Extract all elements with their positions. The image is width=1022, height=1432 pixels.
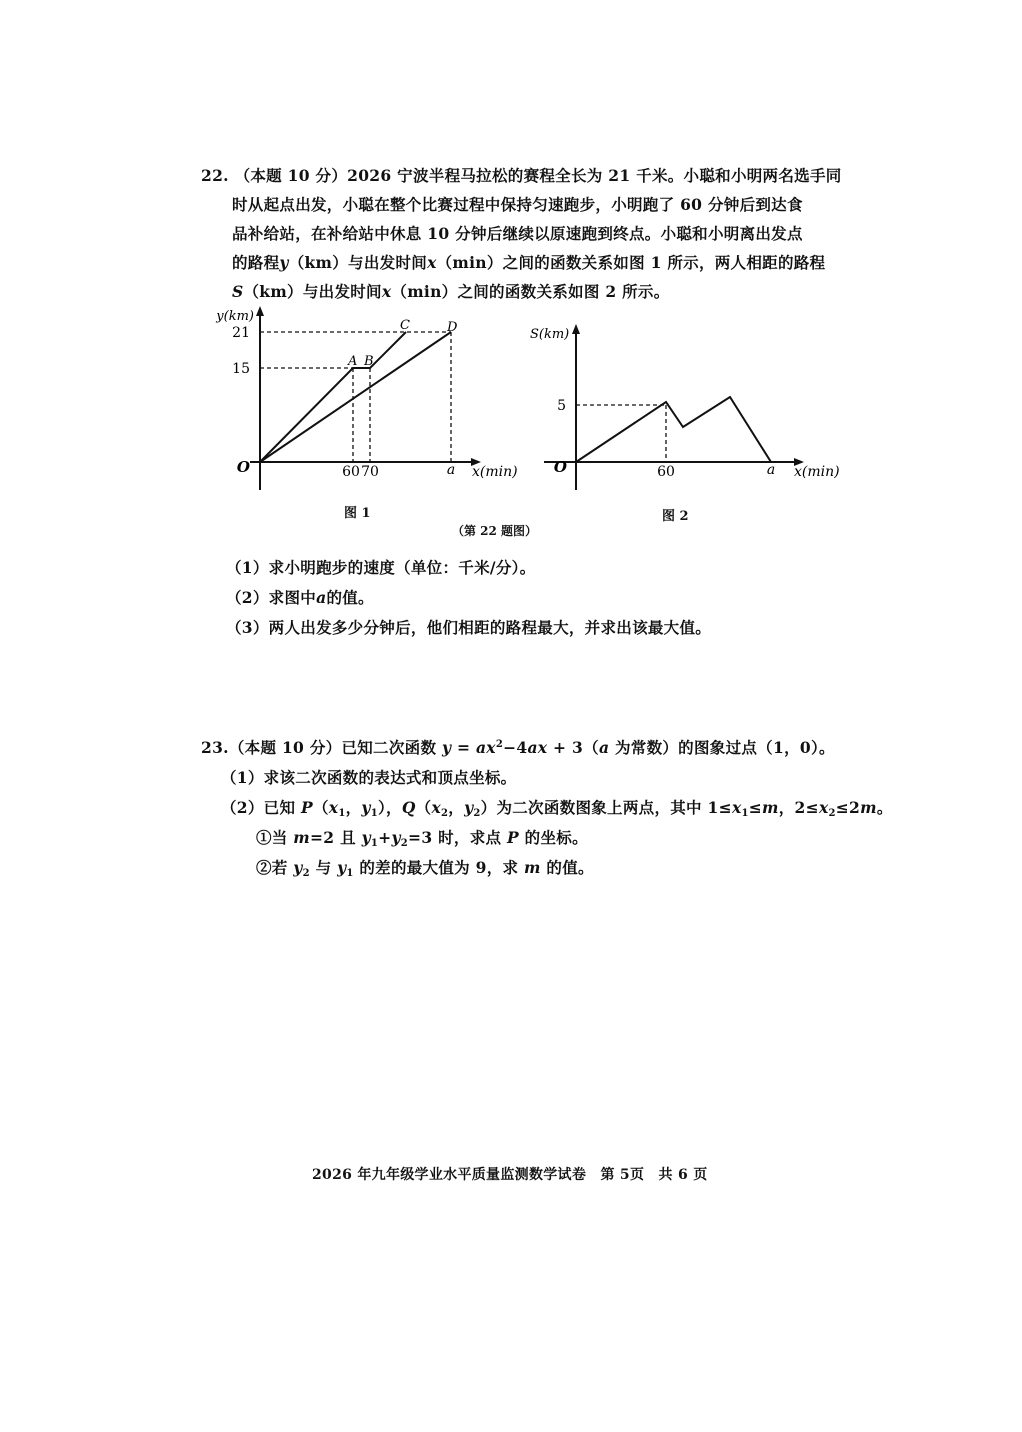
var-x: x — [427, 253, 437, 272]
fig2-y-label: S(km) — [530, 327, 570, 342]
fig1-line-xiaocong — [260, 332, 451, 462]
fig1-y-arrow — [256, 306, 264, 316]
fig1-x-label: x(min) — [472, 464, 518, 480]
fig1-tick-a: a — [446, 462, 456, 478]
var-s: S — [232, 282, 244, 301]
q22-header: （本题 10 分）2026 宁波半程马拉松的赛程全长为 21 千米。小聪和小明两名选手同 — [234, 166, 842, 185]
fig1-point-d: D — [447, 320, 458, 335]
fig2-tick-a: a — [766, 462, 776, 478]
fig1-tick-15: 15 — [232, 361, 250, 377]
q23-sub-question-2-2: ②若 $y_2$ 与 $y_1$ 的差的最大值为 9，求 m 的值。 — [256, 858, 594, 879]
fig1-point-c: C — [400, 318, 410, 333]
fig1-line-xiaoming — [260, 332, 406, 462]
fig2-line-s — [576, 397, 771, 462]
q22-sub-question-1: （1）求小明跑步的速度（单位：千米/分）。 — [226, 558, 536, 577]
q22-text-line-5: S（km）与出发时间x（min）之间的函数关系如图 2 所示。 — [232, 282, 670, 301]
q22-text-line-3: 品补给站，在补给站中休息 10 分钟后继续以原速跑到终点。小聪和小明离出发点 — [232, 224, 803, 243]
q22-text-line-2: 时从起点出发，小聪在整个比赛过程中保持匀速跑步，小明跑了 60 分钟后到达食 — [232, 195, 803, 214]
fig2-x-label: x(min) — [794, 464, 840, 480]
var-a: a — [316, 588, 327, 607]
fig1-point-b: B — [364, 354, 374, 369]
q22-figure-caption: （第 22 题图） — [452, 524, 538, 538]
figure-1-chart — [210, 300, 518, 500]
figure-2-caption: 图 2 — [662, 509, 689, 524]
fig1-tick-60: 60 — [342, 464, 360, 480]
q23-sub-question-2-1: ①当 m=2 且 $y_1+y_2=3$ 时，求点 P 的坐标。 — [256, 828, 588, 849]
q23-sub-question-2: （2）已知 $P(x_1$，$y_1$），$Q(x_2$，$y_2$）为二次函数图象上两点，其中 $1\le x_1\le m$，$2\le x_2\le 2m$。 — [221, 798, 893, 819]
fig1-origin: O — [236, 458, 250, 476]
q23-sub-question-1: （1）求该二次函数的表达式和顶点坐标。 — [221, 768, 517, 787]
fig1-tick-21: 21 — [232, 325, 250, 341]
q22-sub-question-2: （2）求图中a的值。 — [226, 588, 374, 607]
fig1-point-a: A — [348, 354, 358, 369]
var-x: x — [381, 282, 392, 301]
q22-text-line-4: 的路程y（km）与出发时间x（min）之间的函数关系如图 1 所示，两人相距的路程 — [232, 253, 826, 272]
fig1-y-label: y(km) — [216, 309, 254, 324]
var-y: y — [279, 253, 289, 272]
q22-header-line — [201, 164, 842, 186]
q23-header-line: 23.（本题 10 分）已知二次函数 $y = ax^2-4ax + 3(a$ 为常数）的图象过点（1，0）。 — [201, 738, 835, 757]
fig1-tick-70: 70 — [361, 464, 379, 480]
figure-1-caption: 图 1 — [344, 506, 371, 521]
fig2-tick-60: 60 — [657, 464, 675, 480]
fig2-tick-5: 5 — [557, 398, 566, 414]
fig2-y-arrow — [572, 324, 580, 334]
fig2-origin: O — [553, 458, 567, 476]
figure-2-chart — [530, 300, 840, 500]
q23-number: 23. — [201, 738, 229, 757]
q22-sub-question-3: （3）两人出发多少分钟后，他们相距的路程最大，并求出该最大值。 — [226, 618, 712, 637]
q22-number: 22. — [201, 166, 229, 185]
page-footer: 2026 年九年级学业水平质量监测数学试卷 第 5页 共 6 页 — [312, 1167, 708, 1183]
